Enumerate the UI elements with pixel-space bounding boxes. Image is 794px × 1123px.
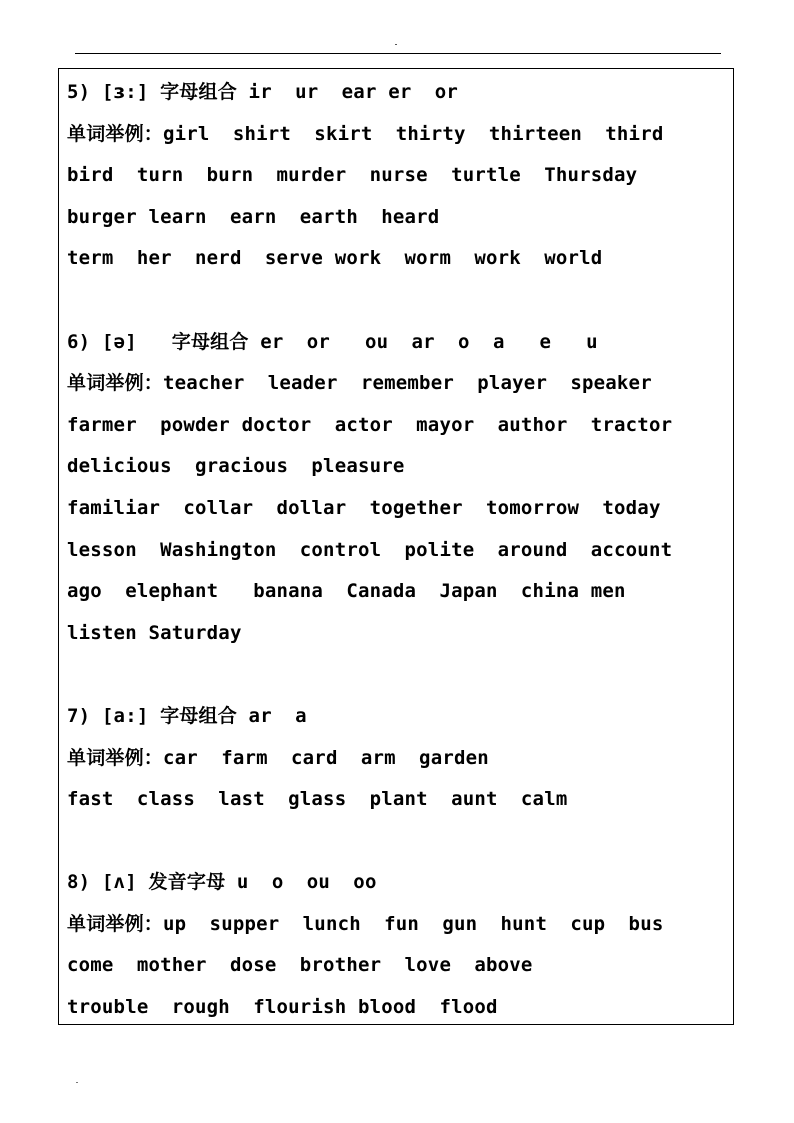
section-5-word-line: burger learn earn earth heard bbox=[67, 205, 440, 228]
section-6-word-line: delicious gracious pleasure bbox=[67, 455, 405, 478]
section-7-examples-line: 单词举例：car farm card arm garden bbox=[67, 746, 489, 769]
section-8-word-line: come mother dose brother love above bbox=[67, 954, 533, 977]
content-lines bbox=[67, 69, 727, 1026]
section-8-word-line: trouble rough flourish blood flood bbox=[67, 996, 498, 1019]
section-5-examples-line: 单词举例：girl shirt skirt thirty thirteen third bbox=[67, 122, 664, 145]
section-6-examples-line: 单词举例：teacher leader remember player speaker bbox=[67, 372, 652, 395]
section-6-word-line: ago elephant banana Canada Japan china men bbox=[67, 580, 626, 603]
phonics-table-cell bbox=[58, 68, 734, 1025]
section-5-word-line: term her nerd serve work worm work world bbox=[67, 247, 603, 270]
header-mark bbox=[395, 44, 397, 45]
section-6-word-line: listen Saturday bbox=[67, 621, 242, 644]
section-7-word-line: fast class last glass plant aunt calm bbox=[67, 788, 568, 811]
section-7-heading: 7) [a:] 字母组合 ar a bbox=[67, 704, 307, 727]
blank-line bbox=[67, 818, 727, 860]
section-8-heading: 8) [ʌ] 发音字母 u o ou oo bbox=[67, 871, 377, 894]
blank-line bbox=[67, 277, 727, 319]
section-8-examples-line: 单词举例：up supper lunch fun gun hunt cup bus bbox=[67, 912, 664, 935]
section-5-heading: 5) [ɜ:] 字母组合 ir ur ear er or bbox=[67, 81, 459, 103]
section-6-word-line: farmer powder doctor actor mayor author tractor bbox=[67, 413, 673, 436]
section-6-word-line: familiar collar dollar together tomorrow today bbox=[67, 496, 661, 519]
blank-line bbox=[67, 651, 727, 693]
section-6-heading: 6) [ə] 字母组合 er or ou ar o a e u bbox=[67, 330, 598, 353]
section-6-word-line: lesson Washington control polite around account bbox=[67, 538, 673, 561]
header-rule bbox=[75, 53, 721, 54]
footer-mark bbox=[76, 1082, 78, 1083]
section-5-word-line: bird turn burn murder nurse turtle Thursday bbox=[67, 164, 638, 187]
